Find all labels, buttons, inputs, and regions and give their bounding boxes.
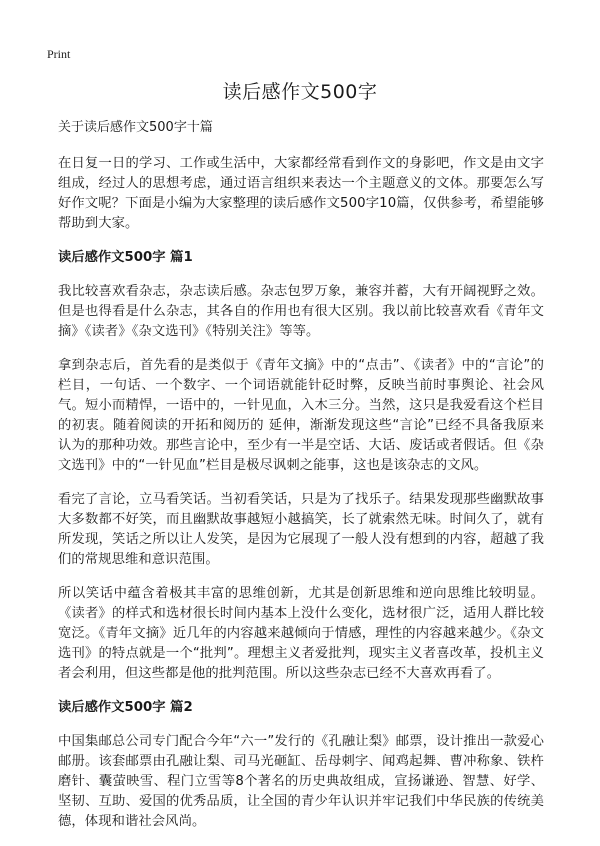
section-paragraph: 拿到杂志后，首先看的是类似于《青年文摘》中的“点击”、《读者》中的“言论”的栏目，一句话、一个数字、一个词语就能针砭时弊，反映当前时事舆论、社会风气。短小而精悍，一语中的，一针见血，入木三分。当然，这只是我爱看这个栏目的初衷。随着阅读的开拓和阅历的 延伸，渐渐发现这些“言论”已经不具备我原来认为的那种功效。那些言论中，至少有一半是空话、大话、废话或者假话。但《杂文选刊》中的“一针见血”栏目是极尽讽刺之能事，这也是该杂志的文风。 bbox=[58, 358, 544, 473]
section-paragraph: 中国集邮总公司专门配合今年“六一”发行的《孔融让梨》邮票，设计推出一款爱心邮册。该套邮票由孔融让梨、司马光砸缸、岳母刺字、闻鸡起舞、曹冲称象、铁杵磨针、囊萤映雪、程门立雪等8个著名的历史典故组成，宣扬谦逊、智慧、好学、坚韧、互助、爱国的优秀品质，让全国的青少年认识并牢记我们中华民族的传统美德，体现和谐社会风尚。 bbox=[58, 734, 544, 829]
section-paragraph: 所以笑话中蕴含着极其丰富的思维创新，尤其是创新思维和逆向思维比较明显。《读者》的样式和选材很长时间内基本上没什么变化，选材很广泛，适用人群比较宽泛。《青年文摘》近几年的内容越来越倾向于情感，理性的内容越来越少。《杂文选刊》的特点就是一个“批判”。理想主义者爱批判，现实主义者喜改革，投机主义者会利用，但这些都是他的批判范围。所以这些杂志已经不大喜欢再看了。 bbox=[58, 586, 544, 681]
section-paragraph: 我比较喜欢看杂志，杂志读后感。杂志包罗万象，兼容并蓄，大有开阔视野之效。但是也得看是什么杂志，其各自的作用也有很大区别。我以前比较喜欢看《青年文摘》《读者》《杂文选刊》《特别关注》等等。 bbox=[58, 284, 544, 339]
document-subtitle: 关于读后感作文500字十篇 bbox=[58, 120, 213, 135]
document-title: 读后感作文500字 bbox=[222, 81, 378, 103]
section-heading: 读后感作文500字 篇2 bbox=[58, 700, 193, 715]
section-paragraph: 看完了言论，立马看笑话。当初看笑话，只是为了找乐子。结果发现那些幽默故事大多数都不好笑，而且幽默故事越短小越搞笑，长了就索然无味。时间久了，就有所发现，笑话之所以让人发笑，是因为它展现了一般人没有想到的内容，超越了我们的常规思维和意识范围。 bbox=[58, 492, 544, 567]
print-link[interactable]: Print bbox=[47, 47, 71, 61]
document-body bbox=[58, 118, 544, 846]
section-heading: 读后感作文500字 篇1 bbox=[58, 250, 193, 265]
section-1 bbox=[58, 248, 544, 684]
intro-paragraph: 在日复一日的学习、工作或生活中，大家都经常看到作文的身影吧，作文是由文字组成，经过人的思想考虑，通过语言组织来表达一个主题意义的文体。那要怎么写好作文呢？下面是小编为大家整理的读后感作文500字10篇，仅供参考，希望能够帮助到大家。 bbox=[58, 156, 544, 231]
section-2 bbox=[58, 698, 544, 832]
